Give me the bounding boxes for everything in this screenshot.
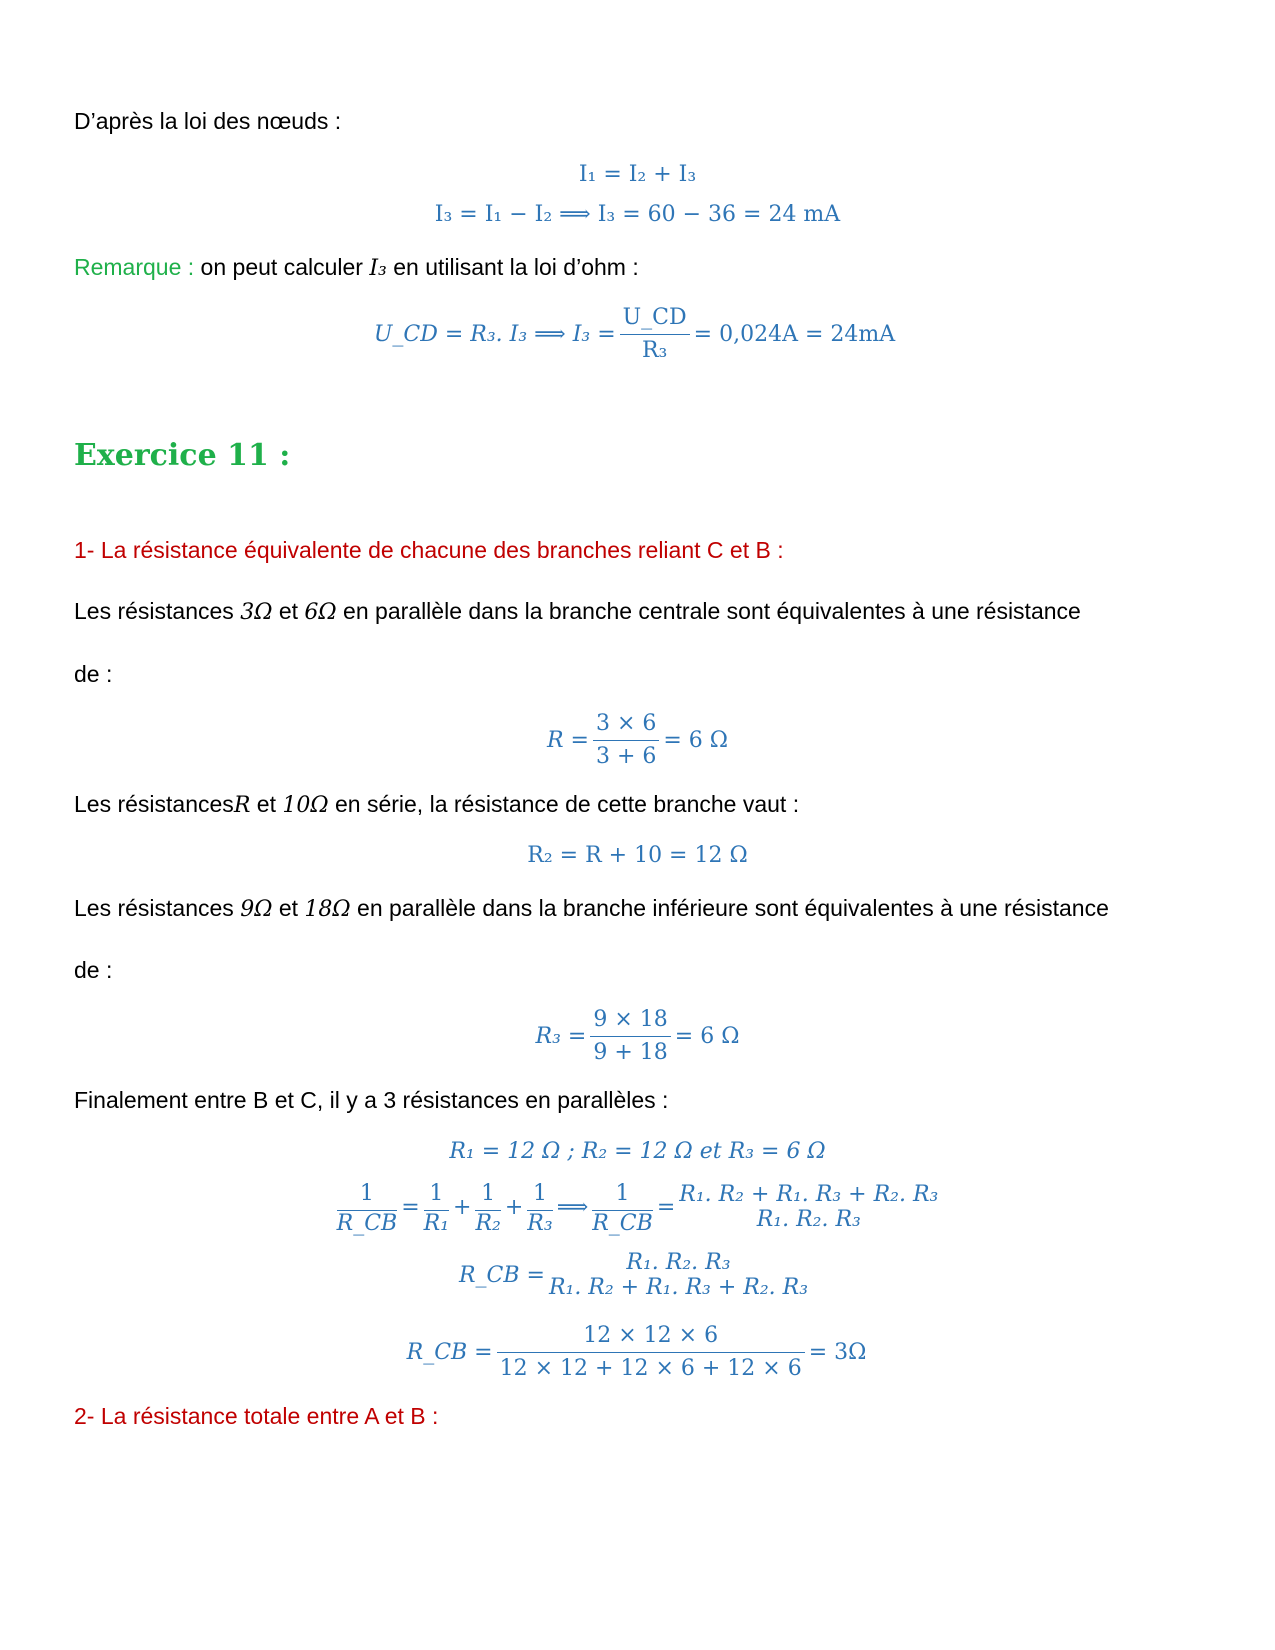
equation-kirchhoff: I₁ = I₂ + I₃ — [578, 162, 697, 187]
remark-line — [74, 253, 639, 283]
rcb-formula-num: R₁. R₂. R₃ — [626, 1250, 731, 1275]
equation-ohm-denominator: R₃ — [641, 338, 668, 363]
equation-parallel-sum — [0, 1178, 1275, 1236]
sum-plus-1: + — [453, 1194, 472, 1220]
rcb-value-lhs: R_CB = — [406, 1340, 493, 1365]
para2-value-r: R — [233, 793, 251, 818]
remark-symbol: I₃ — [369, 256, 387, 281]
equation-r2: R₂ = R + 10 = 12 Ω — [527, 843, 748, 868]
paragraph-series — [74, 790, 799, 820]
sum-f2-den: R₁ — [423, 1211, 450, 1236]
para3-text-a: Les résistances — [74, 895, 241, 921]
equation-rcb-formula — [0, 1250, 1275, 1300]
para3-text-b: et — [272, 895, 305, 921]
equation-r-numerator: 3 × 6 — [593, 708, 659, 741]
equation-ohm-rhs: = 0,024A = 24mA — [693, 322, 896, 347]
para3-text-c: en parallèle dans la branche inférieure sont équivalentes à une résistance — [350, 895, 1109, 921]
para2-text-a: Les résistances — [74, 791, 234, 817]
para1-text-c: en parallèle dans la branche centrale sont équivalentes à une résistance — [336, 598, 1081, 624]
equation-ohm-numerator: U_CD — [620, 302, 690, 335]
rcb-formula-den: R₁. R₂ + R₁. R₃ + R₂. R₃ — [548, 1275, 809, 1300]
rcb-value-rhs: = 3Ω — [808, 1340, 867, 1365]
paragraph-central-branch-end: de : — [74, 661, 113, 687]
remark-text-after: en utilisant la loi d’ohm : — [386, 254, 639, 280]
sum-f1-num: 1 — [337, 1178, 398, 1211]
para3-value-18ohm: 18Ω — [304, 897, 351, 922]
sum-eq-sign: = — [401, 1194, 420, 1220]
paragraph-final: Finalement entre B et C, il y a 3 résistances en parallèles : — [74, 1087, 669, 1113]
sum-f1-den: R_CB — [336, 1211, 398, 1236]
para2-text-b: et — [250, 791, 283, 817]
para1-text-a: Les résistances — [74, 598, 241, 624]
sum-f5-num: 1 — [592, 1178, 653, 1211]
equation-r-denominator: 3 + 6 — [595, 744, 657, 769]
remark-text-before: on peut calculer — [194, 254, 370, 280]
remark-label: Remarque : — [74, 254, 195, 280]
equation-r-rhs: = 6 Ω — [663, 728, 729, 753]
sum-eq-sign-2: = — [656, 1194, 676, 1220]
para1-value-6ohm: 6Ω — [304, 600, 337, 625]
question-1: 1- La résistance équivalente de chacune des branches reliant C et B : — [74, 537, 784, 563]
sum-f3-den: R₂ — [475, 1211, 501, 1236]
equation-i3: I₃ = I₁ − I₂ ⟹ I₃ = 60 − 36 = 24 mA — [434, 202, 841, 227]
para1-value-3ohm: 3Ω — [240, 600, 273, 625]
rcb-value-num: 12 × 12 × 6 — [497, 1320, 805, 1353]
sum-f4-num: 1 — [527, 1178, 552, 1211]
para1-text-b: et — [272, 598, 305, 624]
sum-f3-num: 1 — [475, 1178, 500, 1211]
rcb-formula-lhs: R_CB = — [458, 1262, 545, 1288]
para3-value-9ohm: 9Ω — [240, 897, 273, 922]
equation-r3-lhs: R₃ = — [535, 1024, 587, 1049]
paragraph-lower-branch — [74, 894, 1109, 924]
intro-text: D’après la loi des nœuds : — [74, 108, 342, 134]
sum-f6-den: R₁. R₂. R₃ — [756, 1207, 861, 1232]
equation-r — [0, 708, 1275, 773]
equation-ohm — [0, 302, 1275, 367]
equation-r3-numerator: 9 × 18 — [590, 1004, 670, 1037]
equation-rcb-value — [0, 1320, 1275, 1385]
exercise-title: Exercice 11 : — [74, 438, 291, 473]
sum-f5-den: R_CB — [592, 1211, 653, 1236]
paragraph-central-branch — [74, 597, 1081, 627]
rcb-value-den: 12 × 12 + 12 × 6 + 12 × 6 — [499, 1356, 802, 1381]
para2-value-10ohm: 10Ω — [282, 793, 329, 818]
sum-f6-num: R₁. R₂ + R₁. R₃ + R₂. R₃ — [679, 1182, 939, 1207]
equation-r3-rhs: = 6 Ω — [674, 1024, 740, 1049]
equation-r3 — [0, 1004, 1275, 1069]
equation-ohm-lhs: U_CD = R₃. I₃ ⟹ I₃ = — [373, 322, 616, 347]
sum-implies: ⟹ — [556, 1194, 589, 1220]
para2-text-c: en série, la résistance de cette branche vaut : — [328, 791, 800, 817]
paragraph-lower-branch-end: de : — [74, 957, 113, 983]
question-2: 2- La résistance totale entre A et B : — [74, 1403, 439, 1429]
sum-f4-den: R₃ — [527, 1211, 553, 1236]
equation-r-lhs: R = — [546, 728, 589, 753]
equation-values — [0, 1139, 1275, 1164]
sum-plus-2: + — [504, 1194, 524, 1220]
equation-r3-denominator: 9 + 18 — [593, 1040, 668, 1065]
sum-f2-num: 1 — [424, 1178, 449, 1211]
equation-values-text: R₁ = 12 Ω ; R₂ = 12 Ω et R₃ = 6 Ω — [449, 1139, 826, 1164]
